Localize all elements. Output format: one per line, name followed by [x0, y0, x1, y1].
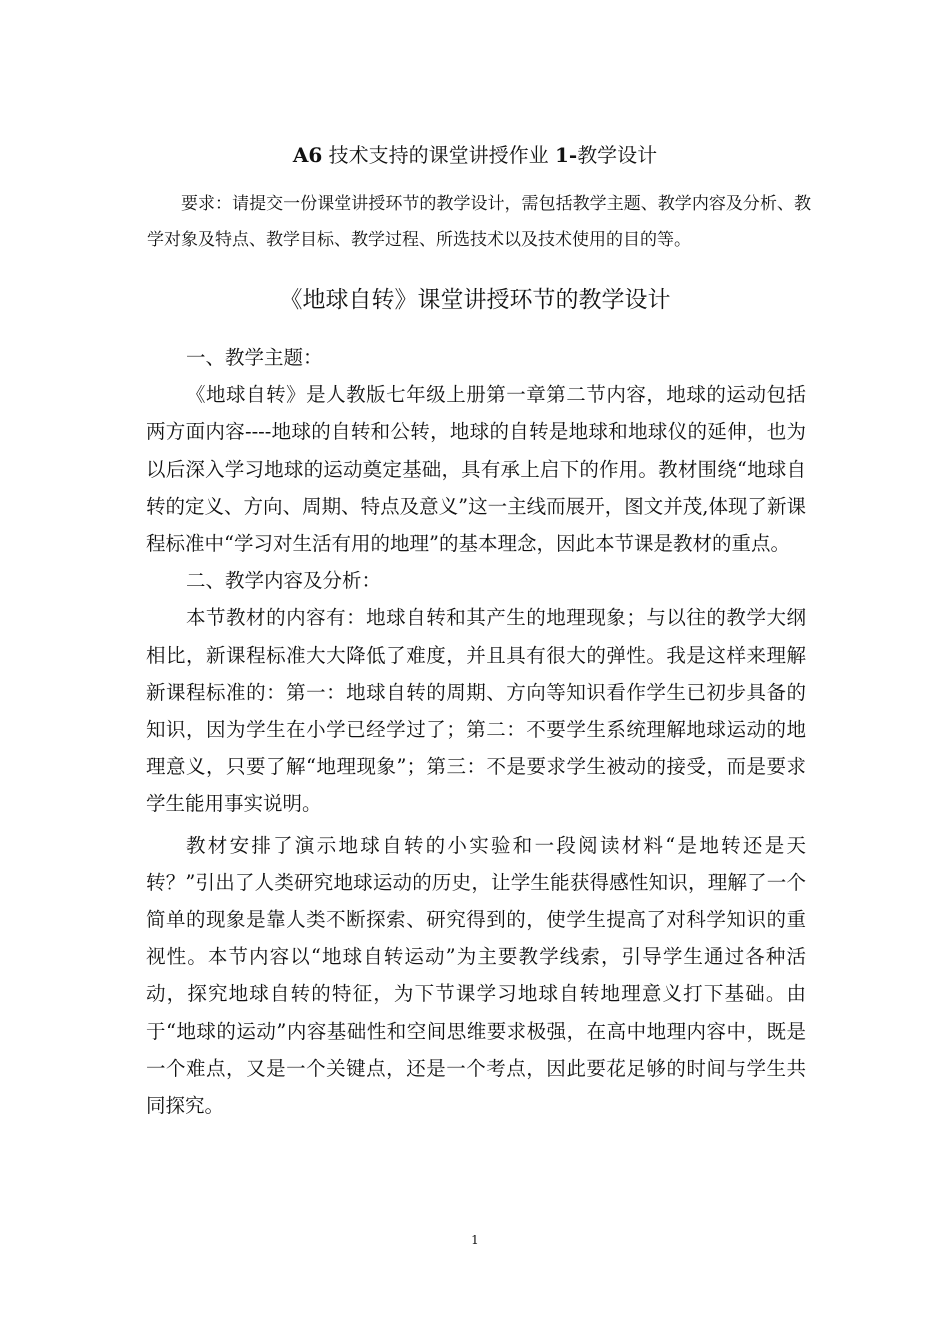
paragraph-content-2: 教材安排了演示地球自转的小实验和一段阅读材料“是地转还是天转？”引出了人类研究地球运动的历史，让学生能获得感性知识，理解了一个简单的现象是靠人类不断探索、研究得到的，使学生提高了对科学知识的重视性。本节内容以“地球自转运动”为主要教学线索，引导学生通过各种活动，探究地球自转的特征，为下节课学习地球自转地理意义打下基础。由于“地球的运动”内容基础性和空间思维要求极强，在高中地理内容中，既是一个难点，又是一个关键点，还是一个考点，因此要花足够的时间与学生共同探究。 [146, 833, 806, 1118]
title-prefix: A6 [292, 143, 323, 167]
document-body [146, 339, 806, 1124]
section-heading-content: 二、教学内容及分析： [186, 569, 382, 593]
lesson-title: 《地球自转》课堂讲授环节的教学设计 [279, 287, 671, 313]
title-middle: 技术支持的课堂讲授作业 [322, 143, 555, 167]
paragraph-topic: 《地球自转》是人教版七年级上册第一章第二节内容，地球的运动包括两方面内容----地球的自转和公转，地球的自转是地球和地球仪的延伸，也为以后深入学习地球的运动奠定基础，具有承上启下的作用。教材围绕“地球自转的定义、方向、周期、特点及意义”这一主线而展开，图文并茂,体现了新课程标准中“学习对生活有用的地理”的基本理念，因此本节课是教材的重点。 [146, 383, 806, 556]
page-number: 1 [471, 1233, 479, 1247]
document-title [0, 141, 950, 169]
assignment-requirement: 要求：请提交一份课堂讲授环节的教学设计，需包括教学主题、教学内容及分析、教学对象及特点、教学目标、教学过程、所选技术以及技术使用的目的等。 [147, 194, 811, 250]
title-suffix: 教学设计 [577, 143, 658, 167]
title-number: 1- [554, 143, 578, 167]
paragraph-content-1: 本节教材的内容有：地球自转和其产生的地理现象；与以往的教学大纲相比，新课程标准大大降低了难度，并且具有很大的弹性。我是这样来理解新课程标准的：第一：地球自转的周期、方向等知识看作学生已初步具备的知识，因为学生在小学已经学过了；第二：不要学生系统理解地球运动的地理意义，只要了解“地理现象”；第三：不是要求学生被动的接受，而是要求学生能用事实说明。 [146, 606, 806, 816]
section-heading-topic: 一、教学主题： [186, 346, 323, 369]
